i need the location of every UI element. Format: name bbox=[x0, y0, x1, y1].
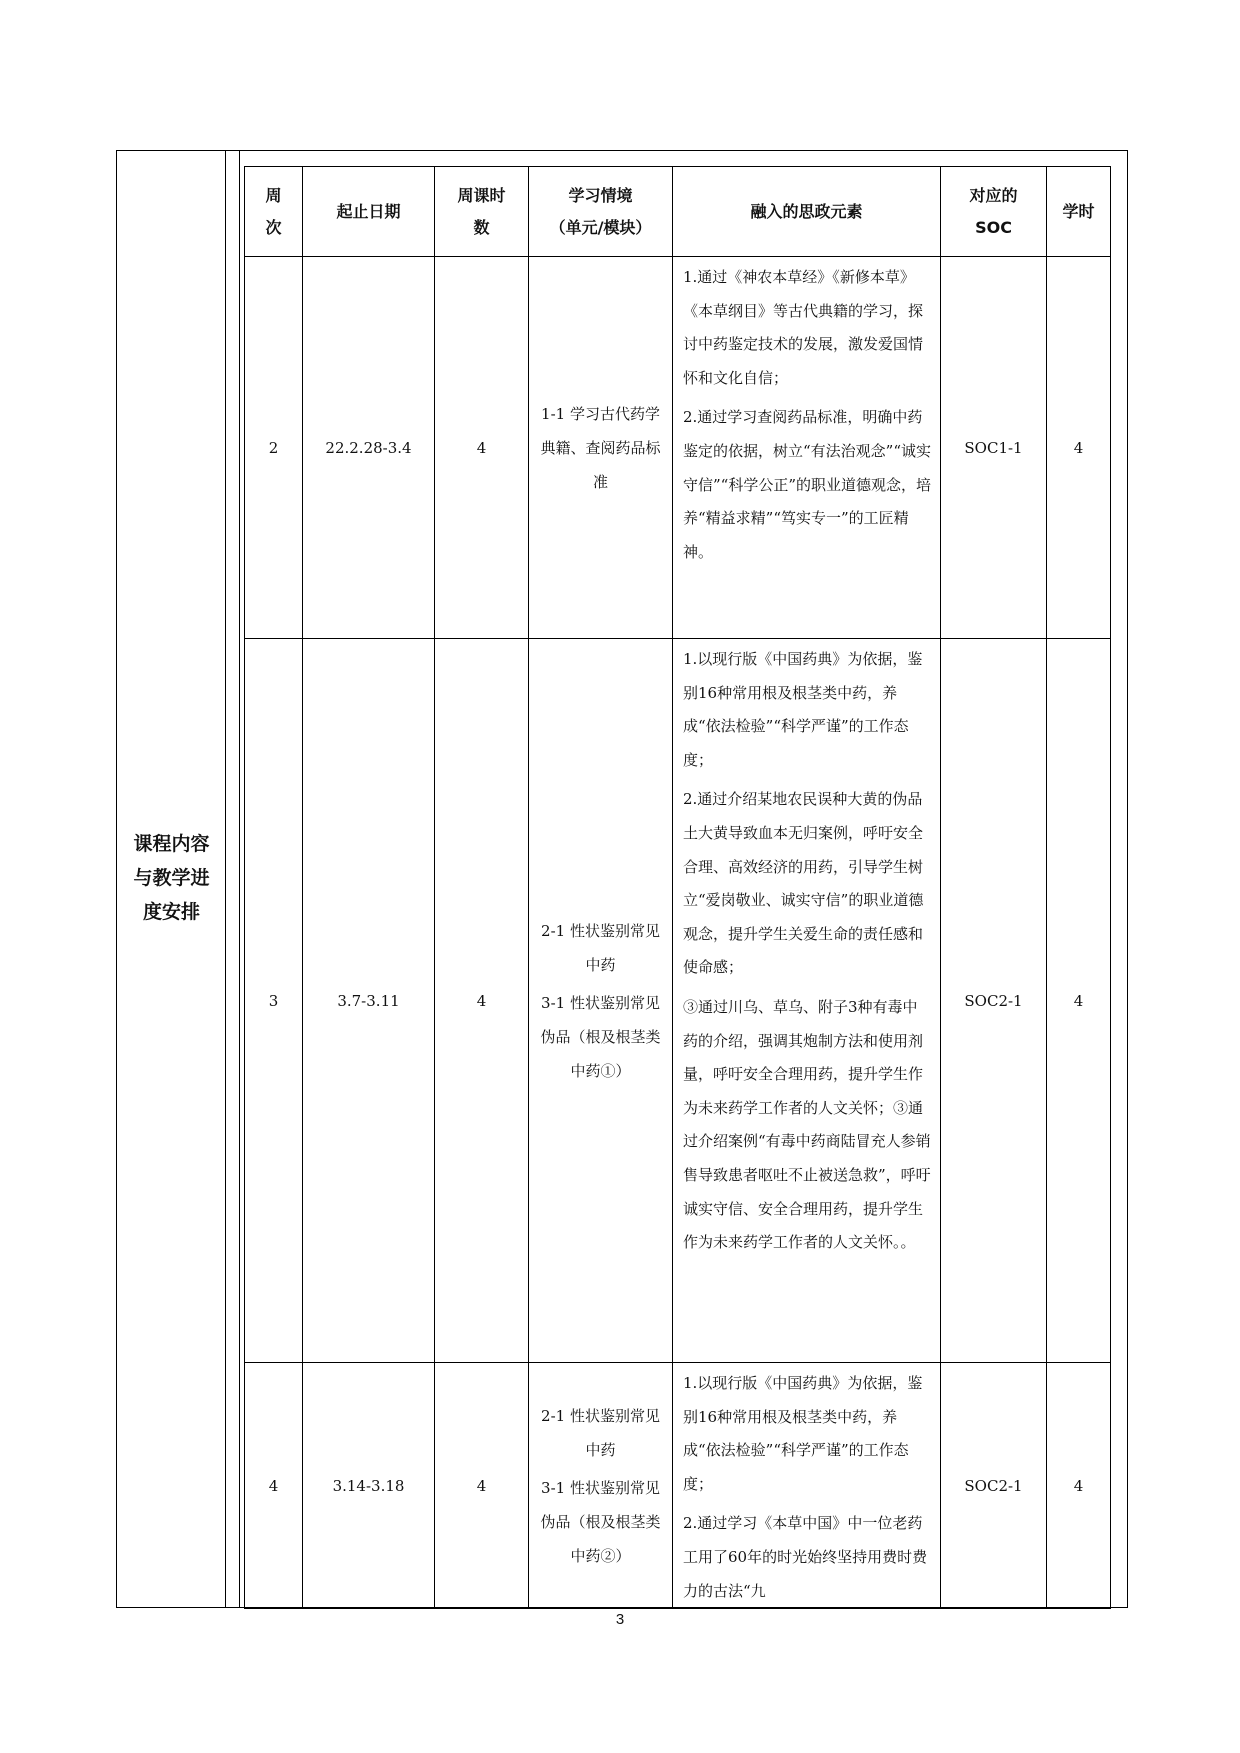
section-label-line: 课程内容 bbox=[133, 833, 210, 855]
ideology-cell bbox=[673, 257, 941, 639]
unit-cell bbox=[529, 1363, 673, 1609]
table-gap-strip bbox=[226, 151, 240, 1607]
ideology-paragraph: 2.通过学习《本草中国》中一位老药工用了60年的时光始终坚持用费时费力的古法“九 bbox=[683, 1514, 928, 1600]
table-header-row bbox=[245, 167, 1111, 257]
section-label-line: 度安排 bbox=[142, 901, 200, 923]
hours-cell: 4 bbox=[435, 639, 529, 1363]
unit-cell bbox=[529, 257, 673, 639]
hours-cell: 4 bbox=[435, 257, 529, 639]
ideology-paragraph: 2.通过介绍某地农民误种大黄的伪品土大黄导致血本无归案例，呼吁安全合理、高效经济的用药，引导学生树立“爱岗敬业、诚实守信”的职业道德观念，提升学生关爱生命的责任感和使命感； bbox=[683, 790, 924, 977]
schedule-table bbox=[244, 166, 1111, 1609]
header-unit: 学习情境 （单元/模块） bbox=[529, 167, 673, 257]
unit-text: 3-1 性状鉴别常见伪品（根及根茎类中药②） bbox=[540, 1478, 661, 1565]
table-row bbox=[245, 257, 1111, 639]
ideology-paragraph: ③通过川乌、草乌、附子3种有毒中药的介绍，强调其炮制方法和使用剂量，呼吁安全合理用药，提升学生作为未来药学工作者的人文关怀；③通过介绍案例“有毒中药商陆冒充人参销售导致患者呕吐不止被送急救”，呼吁诚实守信、安全合理用药，提升学生作为未来药学工作者的人文关怀。。 bbox=[683, 997, 931, 1252]
header-dates: 起止日期 bbox=[303, 167, 435, 257]
unit-text: 2-1 性状鉴别常见中药 bbox=[541, 1406, 660, 1459]
soc-cell: SOC1-1 bbox=[941, 257, 1047, 639]
week-cell: 2 bbox=[245, 257, 303, 639]
soc-cell: SOC2-1 bbox=[941, 1363, 1047, 1609]
section-label-cell bbox=[117, 151, 226, 1607]
header-ideology: 融入的思政元素 bbox=[673, 167, 941, 257]
week-cell: 3 bbox=[245, 639, 303, 1363]
soc-cell: SOC2-1 bbox=[941, 639, 1047, 1363]
ideology-paragraph: 1.以现行版《中国药典》为依据，鉴别16种常用根及根茎类中药，养成“依法检验”“科学严谨”的工作态度； bbox=[683, 650, 923, 769]
table-row bbox=[245, 639, 1111, 1363]
dates-cell: 3.7-3.11 bbox=[303, 639, 435, 1363]
credits-cell: 4 bbox=[1047, 1363, 1111, 1609]
section-label-line: 与教学进 bbox=[133, 867, 210, 889]
ideology-cell bbox=[673, 639, 941, 1363]
header-credits: 学时 bbox=[1047, 167, 1111, 257]
header-week: 周 次 bbox=[245, 167, 303, 257]
week-cell: 4 bbox=[245, 1363, 303, 1609]
page-number: 3 bbox=[615, 1611, 625, 1628]
unit-text: 3-1 性状鉴别常见伪品（根及根茎类中药①） bbox=[540, 993, 661, 1080]
dates-cell: 22.2.28-3.4 bbox=[303, 257, 435, 639]
ideology-paragraph: 2.通过学习查阅药品标准，明确中药鉴定的依据，树立“有法治观念”“诚实守信”“科学公正”的职业道德观念，培养“精益求精”“笃实专一”的工匠精神。 bbox=[683, 408, 932, 561]
credits-cell: 4 bbox=[1047, 639, 1111, 1363]
unit-cell bbox=[529, 639, 673, 1363]
unit-text: 1-1 学习古代药学典籍、查阅药品标准 bbox=[540, 404, 661, 491]
credits-cell: 4 bbox=[1047, 257, 1111, 639]
unit-text: 2-1 性状鉴别常见中药 bbox=[541, 921, 660, 974]
table-row bbox=[245, 1363, 1111, 1609]
section-label bbox=[123, 827, 220, 929]
header-soc: 对应的 SOC bbox=[941, 167, 1047, 257]
hours-cell: 4 bbox=[435, 1363, 529, 1609]
ideology-cell bbox=[673, 1363, 941, 1609]
ideology-paragraph: 1.通过《神农本草经》《新修本草》《本草纲目》等古代典籍的学习，探讨中药鉴定技术的发展，激发爱国情怀和文化自信； bbox=[683, 268, 924, 387]
header-hours: 周课时 数 bbox=[435, 167, 529, 257]
dates-cell: 3.14-3.18 bbox=[303, 1363, 435, 1609]
ideology-paragraph: 1.以现行版《中国药典》为依据，鉴别16种常用根及根茎类中药，养成“依法检验”“科学严谨”的工作态度； bbox=[683, 1374, 923, 1493]
